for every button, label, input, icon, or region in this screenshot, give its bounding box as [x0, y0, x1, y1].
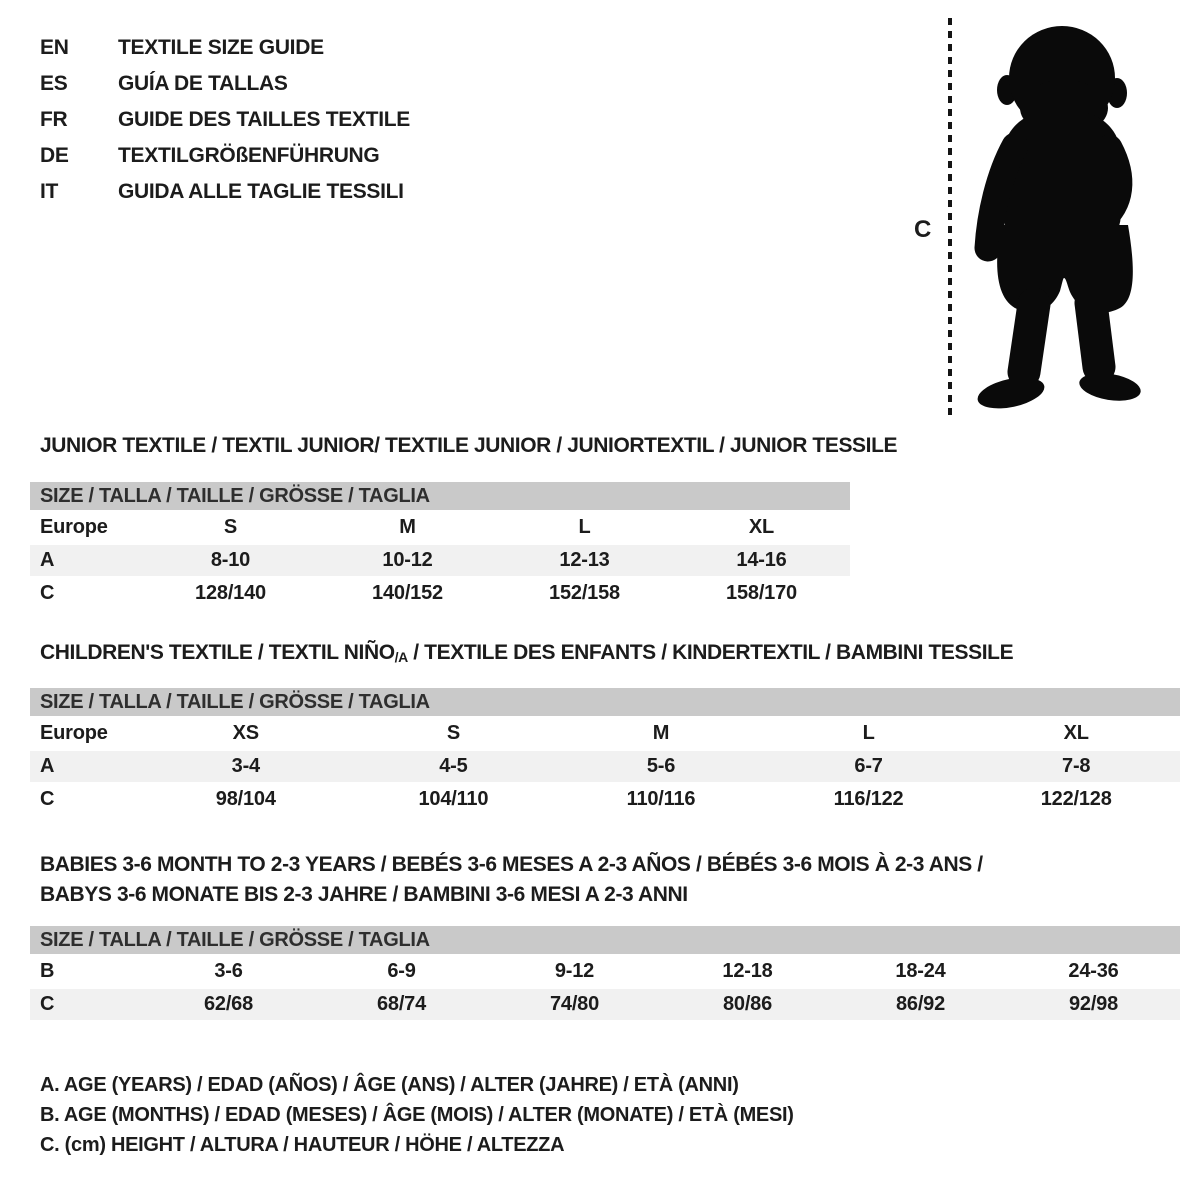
age-cell: 14-16: [736, 549, 787, 571]
language-code: EN: [40, 36, 69, 59]
age-cell: 6-7: [854, 755, 883, 777]
months-cell: 12-18: [722, 960, 773, 982]
language-list: [40, 30, 410, 210]
language-code: FR: [40, 108, 68, 131]
height-cell: 80/86: [722, 993, 773, 1015]
size-table-header: SIZE / TALLA / TAILLE / GRÖSSE / TAGLIA: [30, 688, 1180, 716]
height-measure-dashed-line: [948, 18, 952, 418]
language-title: GUÍA DE TALLAS: [118, 72, 288, 95]
months-cell: 18-24: [895, 960, 946, 982]
table-row-height: [30, 578, 850, 609]
height-cell: 158/170: [726, 582, 797, 604]
footnote-age-months: B. AGE (MONTHS) / EDAD (MESES) / ÂGE (MOIS) / ALTER (MONATE) / ETÀ (MESI): [40, 1104, 794, 1126]
children-title-sub: /A: [394, 649, 408, 665]
language-row-it: [40, 174, 410, 210]
size-cell: XL: [748, 516, 775, 538]
height-cell: 116/122: [833, 788, 904, 810]
age-cell: 10-12: [382, 549, 433, 571]
junior-size-table: [30, 482, 850, 609]
height-cell: 62/68: [203, 993, 254, 1015]
table-row-height: [30, 784, 1180, 815]
size-table-header: SIZE / TALLA / TAILLE / GRÖSSE / TAGLIA: [30, 926, 1180, 954]
row-label: C: [40, 582, 55, 604]
table-row-months: [30, 956, 1180, 987]
children-title-pre: CHILDREN'S TEXTILE / TEXTIL NIÑO: [40, 641, 395, 664]
age-cell: 12-13: [559, 549, 610, 571]
language-row-es: [40, 66, 410, 102]
size-cell: M: [399, 516, 416, 538]
language-row-en: [40, 30, 410, 66]
row-label: B: [40, 960, 55, 982]
height-cell: 68/74: [376, 993, 427, 1015]
language-code: IT: [40, 180, 59, 203]
age-cell: 8-10: [210, 549, 251, 571]
height-cell: 92/98: [1068, 993, 1119, 1015]
footnote-age-years: A. AGE (YEARS) / EDAD (AÑOS) / ÂGE (ANS) / ALTER (JAHRE) / ETÀ (ANNI): [40, 1074, 739, 1096]
height-cell: 110/116: [626, 788, 696, 810]
row-label: A: [40, 755, 55, 777]
toddler-silhouette-icon: [963, 20, 1153, 422]
height-cell: 104/110: [418, 788, 489, 810]
months-cell: 6-9: [387, 960, 416, 982]
row-label: A: [40, 549, 55, 571]
row-label: C: [40, 788, 55, 810]
junior-section-title: JUNIOR TEXTILE / TEXTIL JUNIOR/ TEXTILE JUNIOR / JUNIORTEXTIL / JUNIOR TESSILE: [40, 434, 898, 457]
size-cell: XS: [232, 722, 259, 744]
children-size-table: [30, 688, 1180, 815]
age-cell: 3-4: [231, 755, 260, 777]
language-title: GUIDE DES TAILLES TEXTILE: [118, 108, 410, 131]
language-code: ES: [40, 72, 68, 95]
size-cell: XL: [1063, 722, 1089, 744]
size-cell: S: [223, 516, 238, 538]
language-title: TEXTILE SIZE GUIDE: [118, 36, 324, 59]
height-cell: 74/80: [549, 993, 600, 1015]
size-cell: L: [862, 722, 875, 744]
size-cell: S: [446, 722, 460, 744]
age-cell: 4-5: [439, 755, 468, 777]
children-title-post: / TEXTILE DES ENFANTS / KINDERTEXTIL / BAMBINI TESSILE: [407, 641, 1014, 664]
language-title: TEXTILGRÖßENFÜHRUNG: [118, 144, 380, 167]
height-cell: 140/152: [372, 582, 443, 604]
height-cell: 128/140: [195, 582, 266, 604]
language-title: GUIDA ALLE TAGLIE TESSILI: [118, 180, 404, 203]
babies-size-table: [30, 926, 1180, 1020]
months-cell: 9-12: [554, 960, 595, 982]
table-row-europe: [30, 512, 850, 543]
height-cell: 122/128: [1040, 788, 1112, 810]
children-section-title: [40, 641, 1013, 665]
babies-section-title-line1: BABIES 3-6 MONTH TO 2-3 YEARS / BEBÉS 3-6 MESES A 2-3 AÑOS / BÉBÉS 3-6 MOIS À 2-3 ANS /: [40, 853, 983, 876]
age-cell: 7-8: [1062, 755, 1091, 777]
measure-label-c: C: [914, 216, 932, 243]
size-table-header: SIZE / TALLA / TAILLE / GRÖSSE / TAGLIA: [30, 482, 850, 510]
height-cell: 152/158: [549, 582, 620, 604]
language-row-de: [40, 138, 410, 174]
height-cell: 86/92: [895, 993, 946, 1015]
language-code: DE: [40, 144, 69, 167]
row-label: Europe: [40, 722, 108, 744]
language-row-fr: [40, 102, 410, 138]
table-row-europe: [30, 718, 1180, 749]
table-row-age: [30, 545, 850, 576]
table-row-age: [30, 751, 1180, 782]
babies-section-title-line2: BABYS 3-6 MONATE BIS 2-3 JAHRE / BAMBINI 3-6 MESI A 2-3 ANNI: [40, 883, 688, 906]
age-cell: 5-6: [646, 755, 676, 777]
size-cell: L: [578, 516, 591, 538]
months-cell: 3-6: [214, 960, 243, 982]
row-label: C: [40, 993, 55, 1015]
size-cell: M: [652, 722, 670, 744]
months-cell: 24-36: [1068, 960, 1119, 982]
table-row-height: [30, 989, 1180, 1020]
height-cell: 98/104: [215, 788, 276, 810]
row-label: Europe: [40, 516, 108, 538]
footnote-height-cm: C. (cm) HEIGHT / ALTURA / HAUTEUR / HÖHE / ALTEZZA: [40, 1134, 565, 1156]
